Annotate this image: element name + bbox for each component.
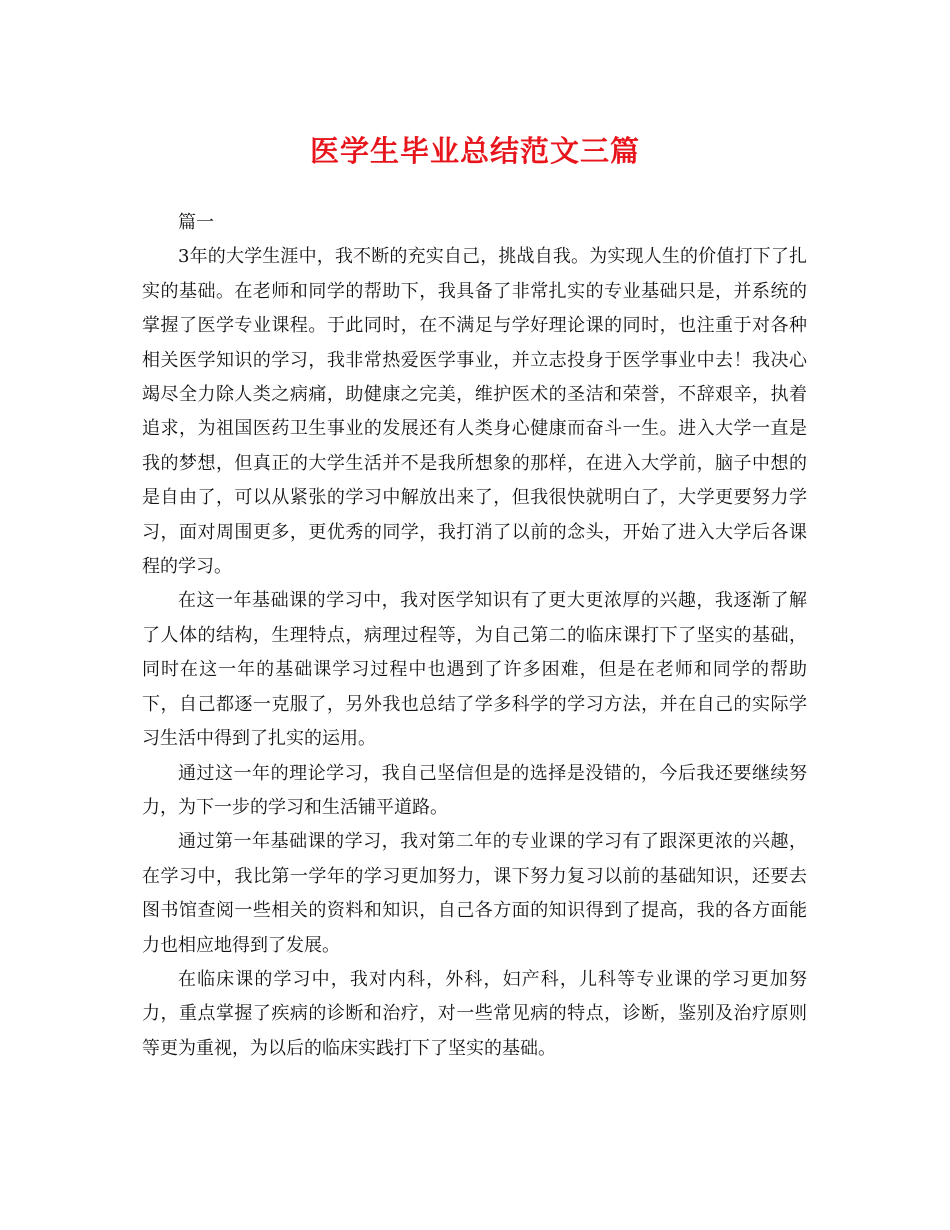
- paragraph-2: 在这一年基础课的学习中，我对医学知识有了更大更浓厚的兴趣，我逐渐了解了人体的结构，生理特点，病理过程等，为自己第二的临床课打下了坚实的基础，同时在这一年的基础课学习过程中也遇到了许多困难，但是在老师和同学的帮助下，自己都逐一克服了，另外我也总结了学多科学的学习方法，并在自己的实际学习生活中得到了扎实的运用。: [142, 590, 807, 750]
- document-title: 医学生毕业总结范文三篇: [309, 134, 640, 168]
- section-label: 篇一: [178, 212, 214, 233]
- paragraph-3: 通过这一年的理论学习，我自己坚信但是的选择是没错的，今后我还要继续努力，为下一步的学习和生活铺平道路。: [142, 762, 807, 818]
- paragraph-5: 在临床课的学习中，我对内科，外科，妇产科，儿科等专业课的学习更加努力，重点掌握了疾病的诊断和治疗，对一些常见病的特点，诊断，鉴别及治疗原则等更为重视，为以后的临床实践打下了坚实的基础。: [142, 968, 807, 1059]
- paragraph-1: 3年的大学生涯中，我不断的充实自己，挑战自我。为实现人生的价值打下了扎实的基础。在老师和同学的帮助下，我具备了非常扎实的专业基础只是，并系统的掌握了医学专业课程。于此同时，在不满足与学好理论课的同时，也注重于对各种相关医学知识的学习，我非常热爱医学事业，并立志投身于医学事业中去！我决心竭尽全力除人类之病痛，助健康之完美，维护医术的圣洁和荣誉，不辞艰辛，执着追求，为祖国医药卫生事业的发展还有人类身心健康而奋斗一生。进入大学一直是我的梦想，但真正的大学生活并不是我所想象的那样，在进入大学前，脑子中想的是自由了，可以从紧张的学习中解放出来了，但我很快就明白了，大学更要努力学习，面对周围更多，更优秀的同学，我打消了以前的念头，开始了进入大学后各课程的学习。: [142, 246, 807, 578]
- paragraph-4: 通过第一年基础课的学习，我对第二年的专业课的学习有了跟深更浓的兴趣，在学习中，我比第一学年的学习更加努力，课下努力复习以前的基础知识，还要去图书馆查阅一些相关的资料和知识，自己各方面的知识得到了提高，我的各方面能力也相应地得到了发展。: [142, 831, 807, 956]
- document-body: [142, 206, 807, 1066]
